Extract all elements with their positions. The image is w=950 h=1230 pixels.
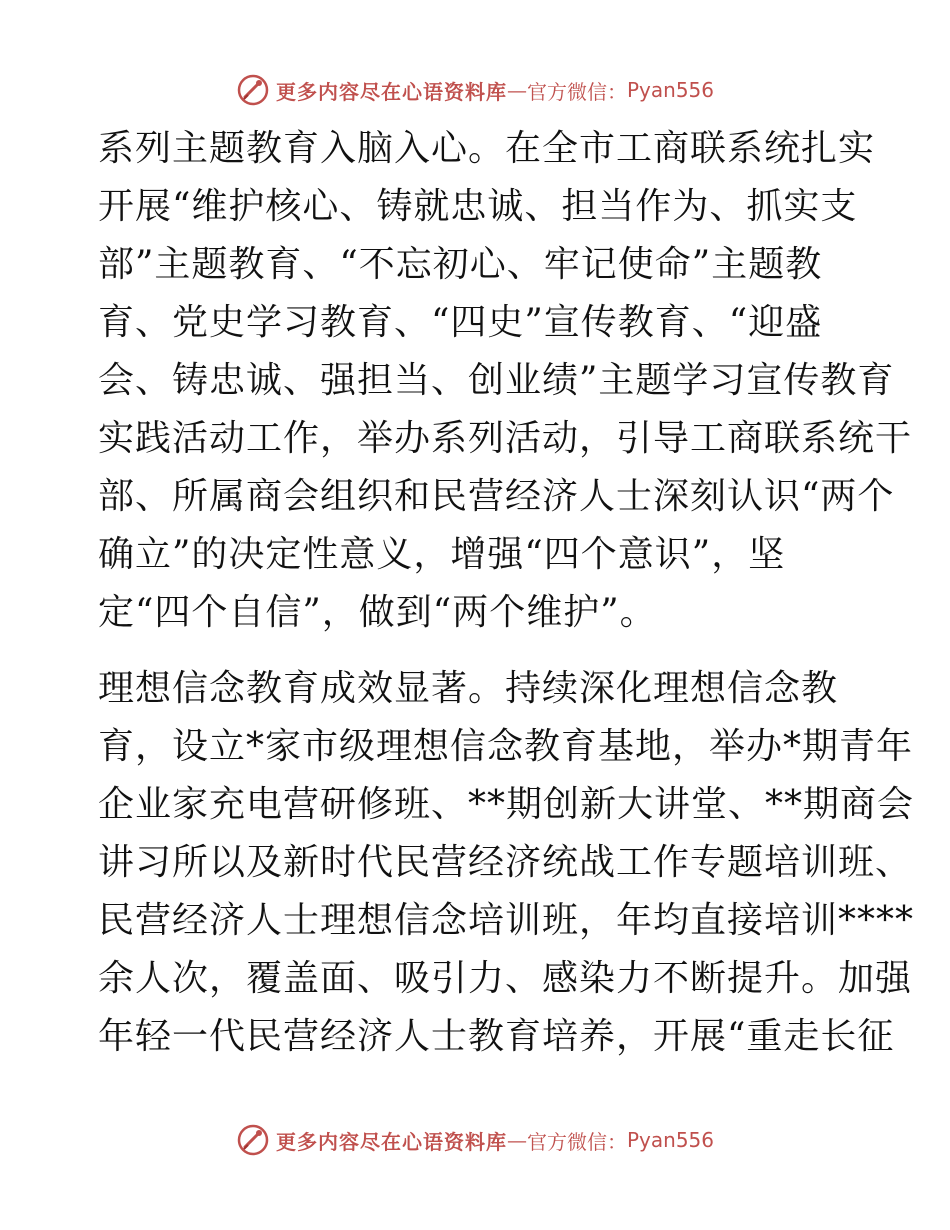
watermark-wechat-label: 官方微信： [526,79,627,104]
text-line: 企业家充电营研修班、**期创新大讲堂、**期商会 [98,784,915,825]
pen-circle-logo-icon [236,73,270,107]
paragraph-2 [98,660,915,1066]
text-line: 民营经济人士理想信念培训班，年均直接培训**** [98,900,915,941]
watermark-wechat-id: Pyan556 [626,78,714,102]
watermark-dash: — [506,78,527,102]
text-line: 讲习所以及新时代民营经济统战工作专题培训班、 [98,842,913,883]
watermark-dash: — [506,1128,527,1152]
text-line: 定“四个自信”，做到“两个维护”。 [98,592,657,633]
watermark-brand: 更多内容尽在心语资料库 [275,79,507,104]
text-line: 系列主题教育入脑入心。在全市工商联系统扎实 [98,128,876,169]
text-line: 育，设立*家市级理想信念教育基地，举办*期青年 [98,726,914,767]
text-line: 余人次，覆盖面、吸引力、感染力不断提升。加强 [98,958,913,999]
text-line: 实践活动工作，举办系列活动，引导工商联系统干 [98,418,913,459]
text-line: 理想信念教育成效显著。持续深化理想信念教 [98,668,839,709]
text-line: 部”主题教育、“不忘初心、牢记使命”主题教 [98,244,823,285]
text-line: 部、所属商会组织和民营经济人士深刻认识“两个 [98,476,895,517]
text-line: 开展“维护核心、铸就忠诚、担当作为、抓实支 [98,186,858,227]
footer-watermark [0,1120,950,1160]
text-line: 会、铸忠诚、强担当、创业绩”主题学习宣传教育 [98,360,895,401]
watermark-brand: 更多内容尽在心语资料库 [275,1129,507,1154]
pen-circle-logo-icon [236,1123,270,1157]
watermark-wechat-label: 官方微信： [526,1129,627,1154]
header-watermark [0,70,950,110]
text-line: 育、党史学习教育、“四史”宣传教育、“迎盛 [98,302,823,343]
watermark-wechat-id: Pyan556 [626,1128,714,1152]
paragraph-1 [98,120,913,642]
text-line: 确立”的决定性意义，增强“四个意识”，坚 [98,534,786,575]
text-line: 年轻一代民营经济人士教育培养，开展“重走长征 [98,1016,895,1057]
